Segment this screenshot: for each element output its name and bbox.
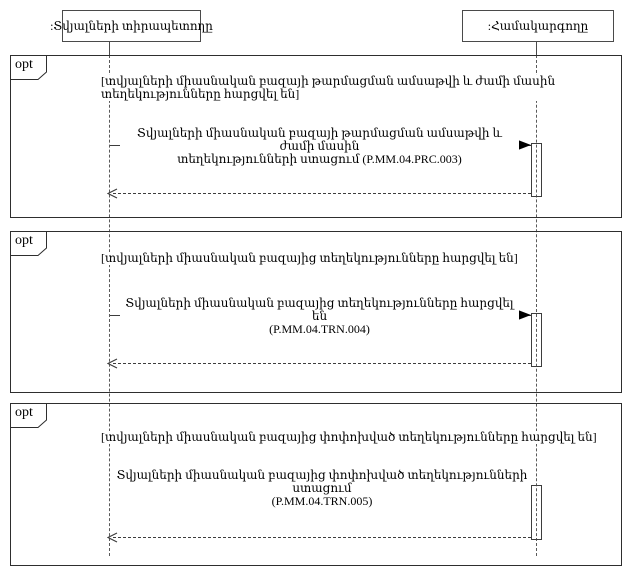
guard-condition-3: [տվյալների միասնական բազայից փոփոխված տեղեկությունները հարցվել են] [101, 430, 597, 444]
actor-label-data-owner: :Տվյալների տիրապետողը [50, 18, 213, 33]
activation-bar-3 [531, 485, 542, 540]
opt-operator-label-3: opt [15, 405, 33, 420]
message-label-3: Տվյալների միասնական բազայից փոփոխված տեղեկությունների ստացում (P.MM.04.TRN.005) [110, 469, 534, 508]
message-arrowhead-icon-2 [518, 310, 531, 320]
actor-label-system-operator: :Համակարգողը [487, 18, 589, 33]
guard-condition-1: [տվյալների միասնական բազայի թարմացման ամսաթվի և ժամի մասին տեղեկությունները հարցվել են] [101, 74, 556, 101]
return-arrowhead-icon-2 [107, 358, 119, 370]
message-label-1: Տվյալների միասնական բազայի թարմացման ամսաթվի և ժամի մասին տեղեկությունների ստացում (P.MM.04.PRC.003) [120, 127, 519, 166]
guard-condition-2: [տվյալների միասնական բազայից տեղեկությունները հարցվել են] [101, 251, 518, 265]
activation-bar-2 [531, 313, 542, 367]
opt-operator-label-2: opt [15, 233, 33, 248]
actor-box-system-operator [462, 10, 614, 42]
message-arrowhead-icon-1 [518, 140, 531, 150]
return-arrow-2 [113, 363, 531, 364]
actor-box-data-owner [50, 10, 213, 42]
activation-bar-1 [531, 143, 542, 197]
return-arrowhead-icon-1 [107, 188, 119, 200]
return-arrow-1 [113, 193, 531, 194]
message-label-2: Տվյալների միասնական բազայից տեղեկությունները հարցվել են (P.MM.04.TRN.004) [120, 297, 519, 336]
lifeline-stub-system-operator [536, 40, 537, 55]
lifeline-stub-data-owner [109, 40, 110, 55]
opt-operator-label-1: opt [15, 57, 33, 72]
return-arrow-3 [113, 537, 531, 538]
return-arrowhead-icon-3 [107, 532, 119, 544]
